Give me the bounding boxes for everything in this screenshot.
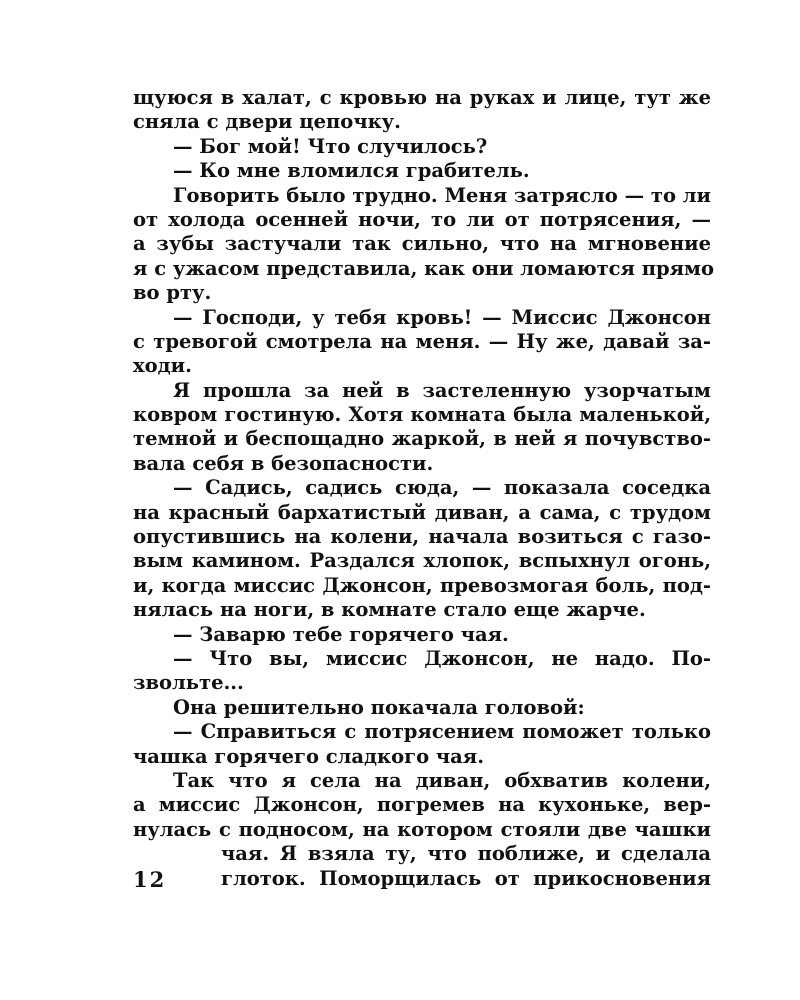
text-line: ходи. xyxy=(133,354,192,378)
text-line: — Заварю тебе горячего чая. xyxy=(173,622,509,646)
text-line: — Садись, садись сюда, — показала соседка xyxy=(173,476,711,500)
text-line: Она решительно покачала головой: xyxy=(173,695,585,719)
text-line: Так что я села на диван, обхватив колени, xyxy=(173,768,711,792)
text-line: ковром гостиную. Хотя комната была маленькой, xyxy=(133,403,711,427)
text-line: чашка горячего сладкого чая. xyxy=(133,744,484,768)
text-line: Говорить было трудно. Меня затрясло — то ли xyxy=(173,183,711,207)
text-line: звольте... xyxy=(133,671,244,695)
text-line: сняла с двери цепочку. xyxy=(133,110,401,134)
text-line: чая. Я взяла ту, что поближе, и сделала xyxy=(221,842,711,866)
text-line: — Бог мой! Что случилось? xyxy=(173,134,488,158)
page-number: 12 xyxy=(133,867,167,892)
text-line: — Справиться с потрясением поможет только xyxy=(173,720,711,744)
text-line: а зубы застучали так сильно, что на мгновение xyxy=(133,232,711,256)
text-line: и, когда миссис Джонсон, превозмогая боль, под- xyxy=(133,573,711,597)
text-line: вала себя в безопасности. xyxy=(133,451,434,475)
text-line: щуюся в халат, с кровью на руках и лице, тут же xyxy=(133,86,711,109)
text-line: нулась с подносом, на котором стояли две чашки xyxy=(133,817,711,841)
text-line: от холода осенней ночи, то ли от потрясения, — xyxy=(133,207,711,231)
text-line: опустившись на колени, начала возиться с газо- xyxy=(133,525,711,549)
text-line: глоток. Поморщилась от прикосновения xyxy=(221,866,711,890)
text-line: на красный бархатистый диван, а сама, с трудом xyxy=(133,500,711,524)
text-line: с тревогой смотрела на меня. — Ну же, давай за- xyxy=(133,329,711,353)
text-line: — Ко мне вломился грабитель. xyxy=(173,159,530,183)
text-line: вым камином. Раздался хлопок, вспыхнул огонь, xyxy=(133,549,711,573)
text-line: Я прошла за ней в застеленную узорчатым xyxy=(173,378,711,402)
text-line: а миссис Джонсон, погремев на кухоньке, вер- xyxy=(133,793,711,817)
text-line: — Господи, у тебя кровь! — Миссис Джонсон xyxy=(173,305,711,329)
text-line: — Что вы, миссис Джонсон, не надо. По- xyxy=(173,646,711,670)
text-line: я с ужасом представила, как они ломаются прямо xyxy=(133,256,715,280)
text-line: во рту. xyxy=(133,281,212,305)
text-line: нялась на ноги, в комнате стало еще жарче. xyxy=(133,598,646,622)
text-line: темной и беспощадно жаркой, в ней я почувство- xyxy=(133,427,711,451)
body-text xyxy=(133,86,715,891)
